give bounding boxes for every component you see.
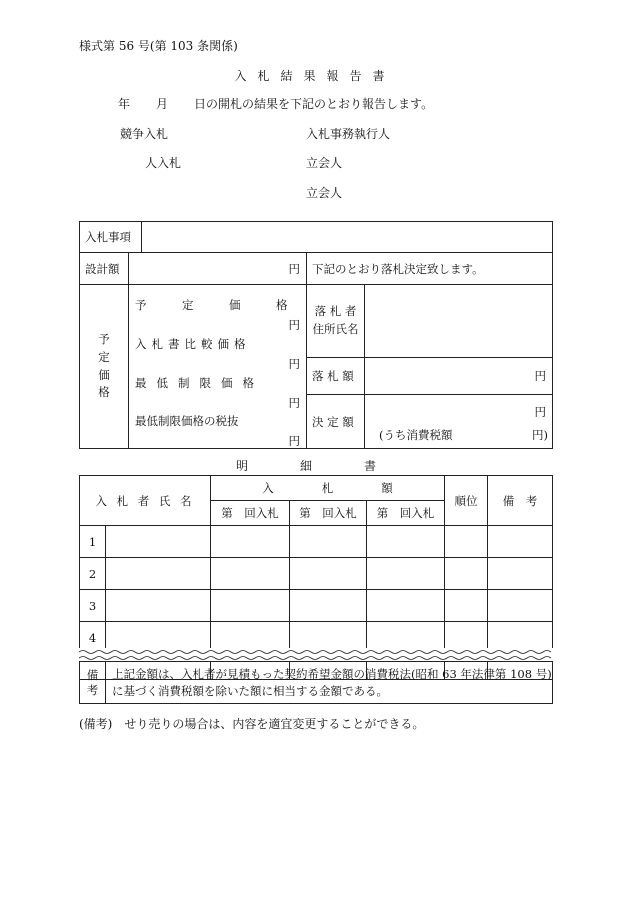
form-number: 様式第 56 号(第 103 条関係): [79, 39, 238, 53]
rank-header: 順位: [445, 476, 488, 526]
round-header: 第 回入札: [290, 501, 367, 526]
remarks-box: [79, 661, 553, 704]
bid-item-label: 入札事項: [80, 222, 142, 253]
estimated-price-line: 予 定 価 格: [135, 297, 300, 312]
bid-item-value: [142, 222, 553, 253]
design-amount-label: 設計額: [80, 253, 129, 285]
document-title: 入札結果報告書: [234, 69, 396, 83]
bid-amount-header-char: 札: [321, 481, 334, 495]
winner-label-line: 住所氏名: [312, 322, 359, 336]
omission-wave-mark: [79, 648, 553, 662]
intro-line: [118, 98, 433, 110]
bid-comparison-price-yen: 円: [288, 356, 300, 371]
bid-comparison-price-line: 入札書比較価格: [135, 336, 251, 351]
estimated-price-label: [80, 285, 129, 449]
minimum-limit-price-excl-tax-yen: 円: [288, 433, 300, 448]
price-breakdown: [129, 285, 307, 449]
decision-statement: 下記のとおり落札決定致します。: [307, 253, 553, 285]
estimated-price-char: 予: [98, 331, 110, 346]
estimated-price-char: 価: [98, 367, 110, 382]
detail-caption: [236, 460, 382, 472]
table-row: [80, 590, 553, 622]
estimated-price-yen: 円: [288, 317, 300, 332]
minimum-limit-price-line: 最低制限価格: [135, 375, 264, 390]
footnote: (備考) せり売りの場合は、内容を適宜変更することができる。: [79, 717, 425, 731]
bid-summary-table: [79, 221, 553, 449]
decided-amount-label: 決 定 額: [307, 395, 365, 449]
remarks-text-line: に基づく消費税額を除いた額に相当する金額である。: [112, 683, 388, 698]
row-number: 2: [80, 558, 106, 590]
yen-unit: 円: [534, 369, 547, 383]
table-row: [80, 526, 553, 558]
winning-bid-label: 落 札 額: [307, 358, 365, 395]
remarks-text-line: 上記金額は、入札者が見積もった契約希望金額の消費税法(昭和 63 年法律第 108 号): [112, 666, 552, 681]
competitive-bid-label: 競争入札: [120, 127, 169, 141]
executor-label: 入札事務執行人: [306, 127, 391, 141]
remarks-box-label-char: 備: [86, 667, 99, 682]
table-row: [80, 558, 553, 590]
decided-amount-yen: 円: [534, 405, 547, 419]
winner-value: [365, 285, 553, 358]
yen-unit: 円: [288, 261, 300, 276]
tax-note: (うち消費税額: [379, 428, 453, 442]
minimum-limit-price-yen: 円: [288, 395, 300, 410]
tax-note-close: 円): [532, 428, 549, 442]
detail-caption-char: 細: [300, 459, 319, 473]
winner-label-line: 落 札 者: [314, 304, 357, 319]
bidders-label: 人入札: [145, 156, 182, 170]
intro-month: 月: [156, 97, 169, 111]
decided-amount-value: [365, 395, 553, 449]
row-number: 4: [80, 622, 106, 654]
round-header: 第 回入札: [367, 501, 445, 526]
estimated-price-char: 格: [98, 385, 110, 400]
estimated-price-char: 定: [98, 349, 110, 364]
witness-label-1: 立会人: [306, 156, 343, 170]
bid-amount-header-char: 入: [262, 481, 274, 495]
bidder-name-header: 入 札 者 氏 名: [80, 476, 211, 526]
row-number: 1: [80, 526, 106, 558]
remarks-box-text: [106, 662, 553, 704]
remarks-header: 備 考: [488, 476, 553, 526]
intro-year: 年: [118, 97, 131, 111]
minimum-limit-price-excl-tax-line: 最低制限価格の税抜: [135, 413, 239, 428]
round-header: 第 回入札: [211, 501, 290, 526]
row-number: 3: [80, 590, 106, 622]
bid-amount-header-char: 額: [381, 481, 393, 495]
detail-caption-char: 書: [364, 459, 383, 473]
remarks-box-label: [80, 662, 106, 704]
remarks-box-label-char: 考: [86, 682, 99, 697]
design-amount-value: [129, 253, 307, 285]
bid-amount-header: [211, 476, 445, 501]
intro-text: 日の開札の結果を下記のとおり報告します。: [194, 97, 434, 111]
detail-caption-char: 明: [236, 459, 255, 473]
witness-label-2: 立会人: [306, 186, 343, 200]
winner-label: [307, 285, 365, 358]
winning-bid-value: [365, 358, 553, 395]
